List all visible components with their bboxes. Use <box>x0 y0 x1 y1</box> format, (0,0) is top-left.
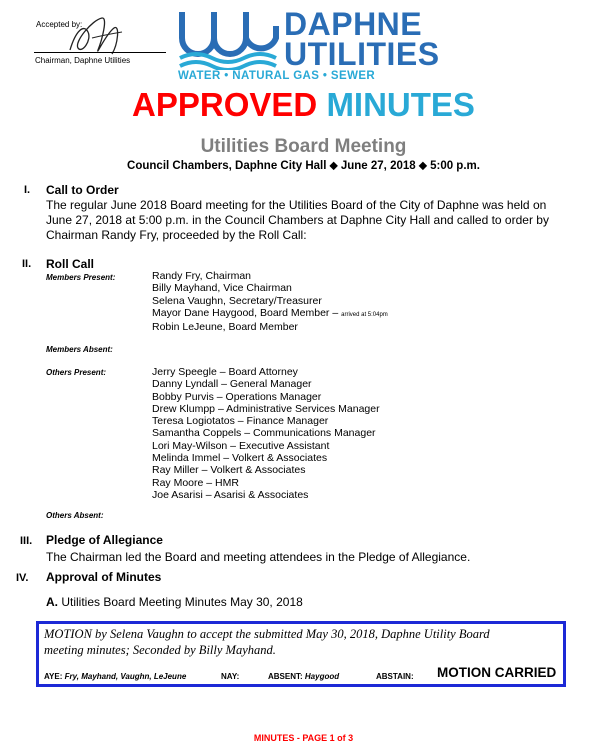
absent-names: Haygood <box>304 672 340 681</box>
item-letter: A. <box>46 595 58 609</box>
motion-text <box>44 626 559 658</box>
list-item: Drew Klumpp – Administrative Services Manager <box>152 402 380 415</box>
list-item: Robin LeJeune, Board Member <box>152 321 298 334</box>
list-item: Samantha Coppels – Communications Manager <box>152 427 376 440</box>
others-present-label: Others Present: <box>46 368 107 377</box>
arrival-note: arrived at 5:04pm <box>341 311 388 318</box>
logo-tagline: WATER • NATURAL GAS • SEWER <box>178 70 376 82</box>
motion-result: MOTION CARRIED <box>437 665 557 680</box>
vote-absent <box>268 672 339 681</box>
list-item: Melinda Immel – Volkert & Associates <box>152 452 328 465</box>
paragraph-line: The regular June 2018 Board meeting for the Utilities Board of the City of Daphne was held on <box>46 198 547 212</box>
section-numeral: I. <box>24 184 31 196</box>
section-heading-call-to-order: Call to Order <box>46 183 119 197</box>
aye-label: AYE: <box>44 672 63 681</box>
page-footer: MINUTES - PAGE 1 of 3 <box>253 733 354 743</box>
call-to-order-text <box>46 198 586 243</box>
section-numeral: IV. <box>16 572 29 584</box>
daphne-utilities-logo-icon <box>176 8 280 75</box>
vote-abstain-label: ABSTAIN: <box>376 672 414 681</box>
list-item: Ray Miller – Volkert & Associates <box>152 464 306 477</box>
others-absent-label: Others Absent: <box>46 511 104 520</box>
vote-aye <box>44 672 186 681</box>
approval-item <box>46 595 303 610</box>
members-present-list <box>152 270 388 333</box>
signature-caption: Chairman, Daphne Utilities <box>35 56 131 65</box>
member-name: Mayor Dane Haygood, Board Member – <box>152 306 339 319</box>
list-item: Jerry Speegle – Board Attorney <box>152 366 298 378</box>
aye-names: Fry, Mayhand, Vaughn, LeJeune <box>64 672 187 681</box>
signature-line <box>34 52 166 53</box>
pledge-text: The Chairman led the Board and meeting attendees in the Pledge of Allegiance. <box>46 550 471 564</box>
list-item: Joe Asarisi – Asarisi & Associates <box>152 488 309 501</box>
section-heading-roll-call: Roll Call <box>46 257 95 271</box>
list-item: Teresa Logiotatos – Finance Manager <box>152 415 329 428</box>
absent-label: ABSENT: <box>268 672 303 681</box>
list-item: Danny Lyndall – General Manager <box>152 378 312 391</box>
section-numeral: II. <box>22 258 32 270</box>
list-item: Selena Vaughn, Secretary/Treasurer <box>152 294 322 307</box>
paragraph-line: June 27, 2018 at 5:00 p.m. in the Council Chambers at Daphne City Hall and called to order by <box>46 213 549 227</box>
logo-name-line1: DAPHNE <box>284 6 423 42</box>
item-text: Utilities Board Meeting Minutes May 30, 2018 <box>61 595 303 609</box>
list-item: Ray Moore – HMR <box>152 476 239 489</box>
list-item <box>152 307 388 321</box>
others-present-list <box>152 366 380 501</box>
list-item: Randy Fry, Chairman <box>152 270 252 282</box>
list-item: Bobby Purvis – Operations Manager <box>152 390 322 403</box>
title-approved: APPROVED <box>132 86 318 123</box>
logo-name-line2: UTILITIES <box>284 36 440 72</box>
members-present-label: Members Present: <box>46 273 116 282</box>
meeting-subtitle: Utilities Board Meeting <box>200 136 407 157</box>
section-numeral: III. <box>20 535 33 547</box>
title-minutes: MINUTES <box>326 86 475 123</box>
accepted-by-label: Accepted by: <box>36 20 83 29</box>
paragraph-line: Chairman Randy Fry, proceeded by the Roll Call: <box>46 228 307 242</box>
motion-line: meeting minutes; Seconded by Billy Mayhand. <box>44 643 276 657</box>
meeting-location: Council Chambers, Daphne City Hall ⬥ June 27, 2018 ⬥ 5:00 p.m. <box>127 160 480 172</box>
section-heading-pledge: Pledge of Allegiance <box>46 533 163 547</box>
list-item: Lori May-Wilson – Executive Assistant <box>152 439 330 452</box>
list-item: Billy Mayhand, Vice Chairman <box>152 282 292 295</box>
section-heading-approval: Approval of Minutes <box>46 570 162 584</box>
vote-nay-label: NAY: <box>221 672 240 681</box>
members-absent-label: Members Absent: <box>46 345 113 354</box>
motion-line: MOTION by Selena Vaughn to accept the submitted May 30, 2018, Daphne Utility Board <box>44 627 490 641</box>
document-title <box>0 86 607 124</box>
